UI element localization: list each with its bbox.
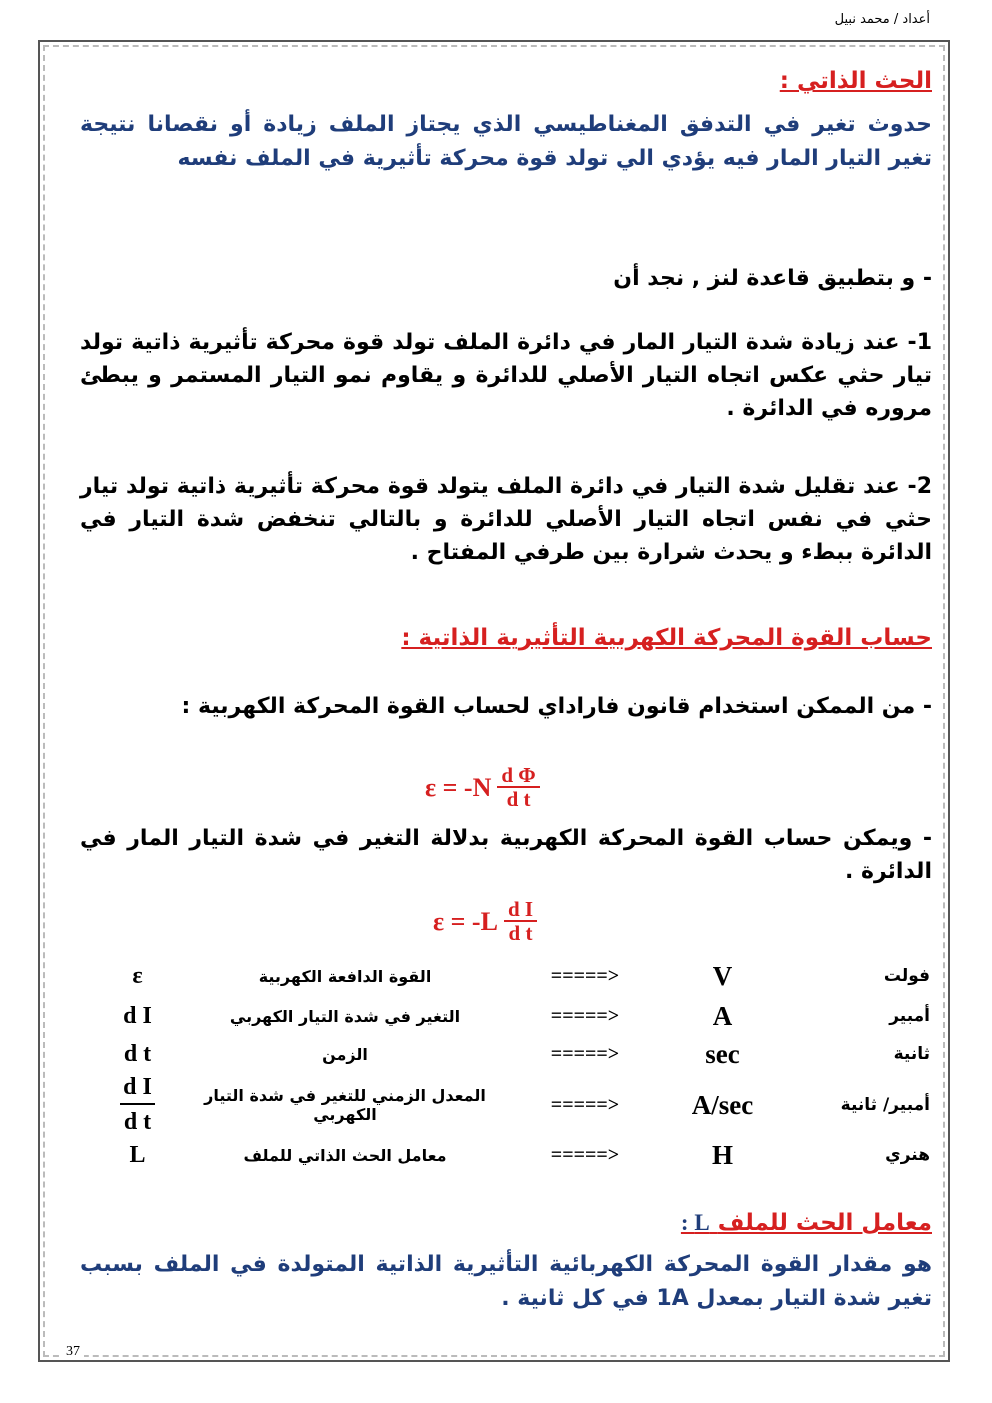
faraday-law-intro: - من الممكن استخدام قانون فاراداي لحساب القوة المحركة الكهربية : xyxy=(181,694,932,719)
unit-name: فولت xyxy=(883,966,930,986)
inductance-coefficient-heading xyxy=(80,1210,932,1236)
quantity-symbol: L xyxy=(129,1141,146,1168)
inductance-formula xyxy=(433,898,537,945)
author-credit: أعداد / محمد نبيل xyxy=(834,12,930,27)
increase-current-point: 1- عند زيادة شدة التيار المار في دائرة الملف تولد قوة محركة تأثيرية ذاتية تولد تيار حثي عكس اتجاه التيار الأصلي للدائرة و يقاوم نمو التيار المستمر و يبطئ مروره في الدائرة . xyxy=(80,330,932,421)
table-row xyxy=(95,997,930,1035)
inductance-symbol: L : xyxy=(680,1210,710,1235)
inductance-coefficient-definition: هو مقدار القوة المحركة الكهربائية التأثيرية الذاتية المتولدة في الملف بسبب تغير شدة التيار بمعدل 1A في كل ثانية . xyxy=(80,1252,932,1312)
unit-name: هنري xyxy=(885,1145,930,1165)
fraction-numerator: d I xyxy=(120,1075,155,1105)
arrow: =====> xyxy=(550,1143,620,1166)
unit-name: ثانية xyxy=(893,1044,930,1064)
quantity-description: المعدل الزمني للتغير في شدة التيار الكهربي xyxy=(204,1086,486,1124)
flux-fraction xyxy=(497,764,539,811)
quantity-symbol: ε xyxy=(132,962,143,989)
unit-symbol: A xyxy=(712,1000,733,1031)
fraction-denominator: d t xyxy=(123,1108,152,1135)
arrow: =====> xyxy=(550,1093,620,1116)
table-row xyxy=(95,955,930,997)
quantity-description: التغير في شدة التيار الكهربي xyxy=(229,1006,461,1026)
arrow: =====> xyxy=(550,964,620,987)
arrow: =====> xyxy=(550,1004,620,1027)
unit-symbol: H xyxy=(711,1139,733,1170)
quantity-symbol: d I xyxy=(123,1002,152,1029)
quantity-symbol: d t xyxy=(123,1040,152,1067)
unit-symbol: sec xyxy=(705,1038,740,1069)
decrease-current-point: 2- عند تقليل شدة التيار في دائرة الملف يتولد قوة محركة تأثيرية ذاتية تولد تيار حثي في نفس اتجاه التيار الأصلي للدائرة و بالتالي تنخفض شدة التيار في الدائرة ببطء و يحدث شرارة بين طرفي المفتاح . xyxy=(80,474,932,565)
rate-fraction xyxy=(120,1075,155,1137)
faraday-formula xyxy=(425,764,540,811)
unit-symbol: V xyxy=(712,960,733,991)
quantity-description: معامل الحث الذاتي للملف xyxy=(243,1145,447,1165)
arrow: =====> xyxy=(550,1042,620,1065)
unit-name: أمبير xyxy=(889,1006,930,1026)
quantity-description: الزمن xyxy=(322,1044,368,1064)
fraction-numerator: d Φ xyxy=(497,764,539,788)
lenz-rule-intro: - و بتطبيق قاعدة لنز , نجد أن xyxy=(613,266,932,291)
table-row xyxy=(95,1137,930,1173)
fraction-denominator: d t xyxy=(506,787,531,812)
current-fraction xyxy=(504,898,537,945)
formula-lhs: ε = -L xyxy=(433,906,498,936)
self-induction-definition: حدوث تغير في التدفق المغناطيسي الذي يجتاز الملف زيادة أو نقصانا نتيجة تغير التيار المار فيه يؤدي الي تولد قوة محركة تأثيرية في الملف نفسه xyxy=(80,112,932,172)
current-emf-intro: - ويمكن حساب القوة المحركة الكهربية بدلالة التغير في شدة التيار المار في الدائرة . xyxy=(80,826,932,884)
quantity-description: القوة الدافعة الكهربية xyxy=(258,966,432,986)
unit-name: أمبير/ ثانية xyxy=(840,1095,930,1115)
page-number: 37 xyxy=(62,1344,84,1360)
formula-lhs: ε = -N xyxy=(425,772,492,802)
heading-text: معامل الحث للملف xyxy=(717,1210,932,1236)
unit-symbol: A/sec xyxy=(691,1089,754,1120)
fraction-numerator: d I xyxy=(504,898,537,922)
fraction-denominator: d t xyxy=(508,921,533,946)
table-row xyxy=(95,1073,930,1137)
table-row xyxy=(95,1035,930,1073)
emf-calculation-heading: حساب القوة المحركة الكهربية التأثيرية الذاتية : xyxy=(401,625,932,651)
quantities-table xyxy=(95,955,930,1173)
quantity-symbol xyxy=(95,1073,180,1137)
self-induction-heading: الحث الذاتي : xyxy=(779,68,932,94)
